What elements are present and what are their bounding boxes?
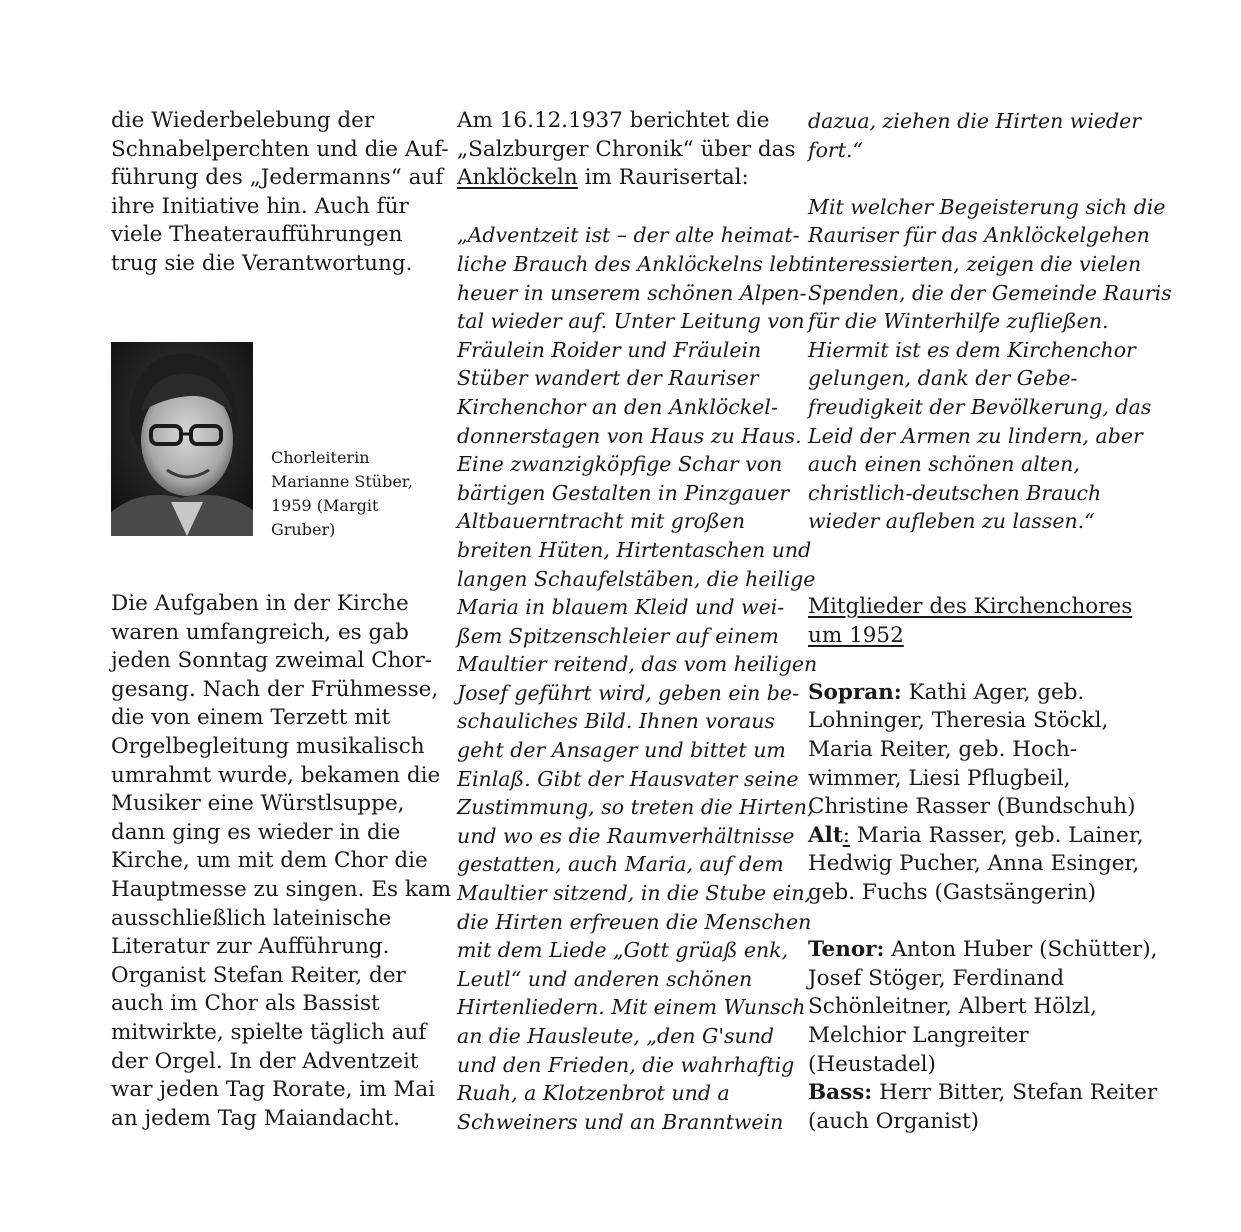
- spacer: [808, 565, 1143, 594]
- portrait-photo-image: [111, 342, 253, 536]
- text-line: war jeden Tag Rorate, im Mai: [111, 1077, 436, 1103]
- text-line: mitwirkte, spielte täglich auf: [111, 1019, 427, 1045]
- quote-line: schauliches Bild. Ihnen voraus: [457, 709, 775, 734]
- text-line: (Heustadel): [808, 1051, 936, 1077]
- text-line: dann ging es wieder in die: [111, 819, 401, 845]
- text-line: Melchior Langreiter: [808, 1023, 1029, 1048]
- anklockeln-term: Anklöckeln: [457, 165, 578, 191]
- text-line: Musiker eine Würstlsuppe,: [111, 791, 405, 817]
- text-line: Orgelbegleitung musikalisch: [111, 733, 425, 759]
- quote-line: heuer in unserem schönen Alpen-: [457, 280, 807, 305]
- text-line: Christine Rasser (Bundschuh): [808, 794, 1136, 820]
- text-line: [457, 164, 792, 193]
- sopran-label: Sopran:: [808, 679, 902, 705]
- text-line: Schnabelperchten und die Auf-: [111, 136, 449, 162]
- sopran-section: [808, 679, 1143, 822]
- text-line: Josef Stöger, Ferdinand: [808, 965, 1065, 991]
- quote-line: interessierten, zeigen die vielen: [808, 251, 1142, 276]
- alt-section: [808, 822, 1143, 908]
- quote-line: Eine zwanzigköpfige Schar von: [457, 452, 783, 477]
- quote-line: Rauriser für das Anklöckelgehen: [808, 223, 1150, 248]
- quote-line: Mit welcher Begeisterung sich die: [808, 194, 1166, 219]
- caption-line: Marianne Stüber,: [271, 472, 413, 491]
- text-line: ausschließlich lateinische: [111, 905, 392, 931]
- quote-line: liche Brauch des Anklöckelns lebt: [457, 251, 810, 276]
- text-line: führung des „Jedermanns“ auf: [111, 165, 444, 191]
- quote-line: Maultier sitzend, in die Stube ein,: [457, 881, 812, 906]
- column-middle: [457, 107, 818, 1136]
- quote-line: „Adventzeit ist – der alte heimat-: [457, 223, 800, 248]
- text-line: Hedwig Pucher, Anna Esinger,: [808, 851, 1140, 877]
- bass-section: [808, 1079, 1158, 1136]
- spacer: [808, 164, 1143, 193]
- quote-line: Hiermit ist es dem Kirchenchor: [808, 337, 1136, 362]
- quote-line: dazua, ziehen die Hirten wieder: [808, 109, 1142, 133]
- text-line: an jedem Tag Maiandacht.: [111, 1105, 401, 1131]
- quote-line: bärtigen Gestalten in Pinzgauer: [457, 480, 790, 505]
- photo-caption: [271, 446, 431, 542]
- quote-end: [808, 107, 1143, 164]
- text-line: der Orgel. In der Adventzeit: [111, 1048, 419, 1074]
- heading-line: um 1952: [808, 622, 904, 648]
- text-span: Herr Bitter, Stefan Reiter: [872, 1080, 1158, 1106]
- text-span: Anton Huber (Schütter),: [884, 937, 1158, 963]
- heading-line: Mitglieder des Kirchenchores: [808, 594, 1133, 620]
- caption-line: 1959 (Margit: [271, 496, 379, 515]
- tenor-label: Tenor:: [808, 937, 885, 963]
- quote-line: wieder aufleben zu lassen.“: [808, 509, 1095, 534]
- quote-line: fort.“: [808, 137, 863, 162]
- text-line: waren umfangreich, es gab: [111, 619, 409, 645]
- quote-line: die Hirten erfreuen die Menschen: [457, 909, 812, 934]
- quote-line: Leid der Armen zu lindern, aber: [808, 423, 1143, 448]
- text-line: Literatur zur Aufführung.: [111, 934, 390, 960]
- text-line: [808, 822, 1143, 851]
- text-line: „Salzburger Chronik“ über das: [457, 136, 796, 162]
- text-line: umrahmt wurde, bekamen die: [111, 762, 441, 788]
- tenor-section: [808, 936, 1158, 1079]
- quote-line: breiten Hüten, Hirtentaschen und: [457, 537, 812, 562]
- text-line: wimmer, Liesi Pflugbeil,: [808, 765, 1071, 791]
- quote-line: Einlaß. Gibt der Hausvater seine: [457, 766, 799, 791]
- bass-label: Bass:: [808, 1080, 873, 1106]
- quote-line: gelungen, dank der Gebe-: [808, 366, 1078, 391]
- quote-line: und den Frieden, die wahrhaftig: [457, 1052, 795, 1077]
- quote-line: Maultier reitend, das vom heiligen: [457, 652, 818, 677]
- quote-line: geht der Ansager und bittet um: [457, 738, 786, 763]
- portrait-photo: [111, 342, 253, 536]
- quote-line: Hirtenliedern. Mit einem Wunsch: [457, 995, 806, 1020]
- quote-line: freudigkeit der Bevölkerung, das: [808, 394, 1152, 419]
- caption-line: Chorleiterin: [271, 448, 370, 467]
- quote-line: Spenden, die der Gemeinde Rauris: [808, 280, 1172, 305]
- quote-line: Ruah, a Klotzenbrot und a: [457, 1081, 730, 1106]
- quote-line: und wo es die Raumverhältnisse: [457, 823, 795, 848]
- quote-line: Zustimmung, so treten die Hirten,: [457, 795, 814, 820]
- text-line: viele Theateraufführungen: [111, 222, 403, 248]
- quote-line: Stüber wandert der Rauriser: [457, 366, 759, 391]
- chronicle-quote: [457, 221, 818, 1136]
- body-paragraph: [111, 590, 452, 1133]
- quote-line: für die Winterhilfe zufließen.: [808, 309, 1109, 334]
- text-line: Lohninger, Theresia Stöckl,: [808, 708, 1109, 734]
- quote-line: langen Schaufelstäben, die heilige: [457, 566, 816, 591]
- text-line: Hauptmesse zu singen. Es kam: [111, 876, 452, 902]
- text-line: (auch Organist): [808, 1108, 980, 1134]
- alt-colon: :: [842, 822, 851, 848]
- alt-label: Alt: [808, 822, 843, 848]
- text-line: [808, 936, 1158, 965]
- text-line: geb. Fuchs (Gastsängerin): [808, 880, 1097, 906]
- chronicle-intro: [457, 107, 796, 193]
- quote-line: Schweiners und an Branntwein: [457, 1109, 784, 1134]
- text-line: gesang. Nach der Frühmesse,: [111, 676, 439, 702]
- column-right: [808, 107, 1172, 1136]
- text-line: Am 16.12.1937 berichtet die: [457, 108, 770, 133]
- spacer: [808, 908, 1143, 937]
- spacer: [808, 650, 1143, 679]
- quote-line: an die Hausleute, „den G'sund: [457, 1024, 775, 1048]
- text-line: Schönleitner, Albert Hölzl,: [808, 994, 1097, 1020]
- text-line: trug sie die Verantwortung.: [111, 250, 413, 276]
- spacer: [808, 536, 1143, 565]
- text-line: jeden Sonntag zweimal Chor-: [111, 648, 433, 674]
- text-line: ihre Initiative hin. Auch für: [111, 193, 409, 219]
- quote-line: donnerstagen von Haus zu Haus.: [457, 423, 802, 448]
- text-line: Organist Stefan Reiter, der: [111, 962, 406, 988]
- second-quote: [808, 193, 1172, 536]
- text-line: auch im Chor als Bassist: [111, 991, 380, 1017]
- quote-line: Leutl“ und anderen schönen: [457, 966, 753, 991]
- quote-line: Altbauerntracht mit großen: [457, 509, 746, 534]
- members-heading: [808, 593, 1143, 650]
- quote-line: tal wieder auf. Unter Leitung von: [457, 309, 805, 334]
- caption-line: Gruber): [271, 520, 336, 539]
- quote-line: mit dem Liede „Gott grüaß enk,: [457, 938, 789, 963]
- quote-line: Josef geführt wird, geben ein be-: [457, 680, 799, 705]
- text-line: die von einem Terzett mit: [111, 705, 391, 731]
- text-span: im Raurisertal:: [577, 165, 749, 191]
- quote-line: ßem Spitzenschleier auf einem: [457, 623, 779, 648]
- text-line: Maria Reiter, geb. Hoch-: [808, 737, 1078, 763]
- text-line: Die Aufgaben in der Kirche: [111, 591, 409, 616]
- text-line: [808, 1079, 1158, 1108]
- spacer: [457, 193, 792, 222]
- quote-line: Maria in blauem Kleid und wei-: [457, 595, 785, 620]
- quote-line: Kirchenchor an den Anklöckel-: [457, 394, 778, 419]
- text-line: die Wiederbelebung der: [111, 108, 375, 133]
- quote-line: Fräulein Roider und Fräulein: [457, 337, 762, 362]
- column-left: [111, 107, 449, 279]
- text-line: Kirche, um mit dem Chor die: [111, 848, 428, 874]
- quote-line: auch einen schönen alten,: [808, 452, 1080, 477]
- text-span: Kathi Ager, geb.: [901, 679, 1085, 705]
- intro-paragraph: [111, 107, 449, 279]
- text-line: [808, 679, 1143, 708]
- quote-line: christlich-deutschen Brauch: [808, 480, 1102, 505]
- text-span: Maria Rasser, geb. Lainer,: [850, 822, 1144, 848]
- quote-line: gestatten, auch Maria, auf dem: [457, 852, 784, 877]
